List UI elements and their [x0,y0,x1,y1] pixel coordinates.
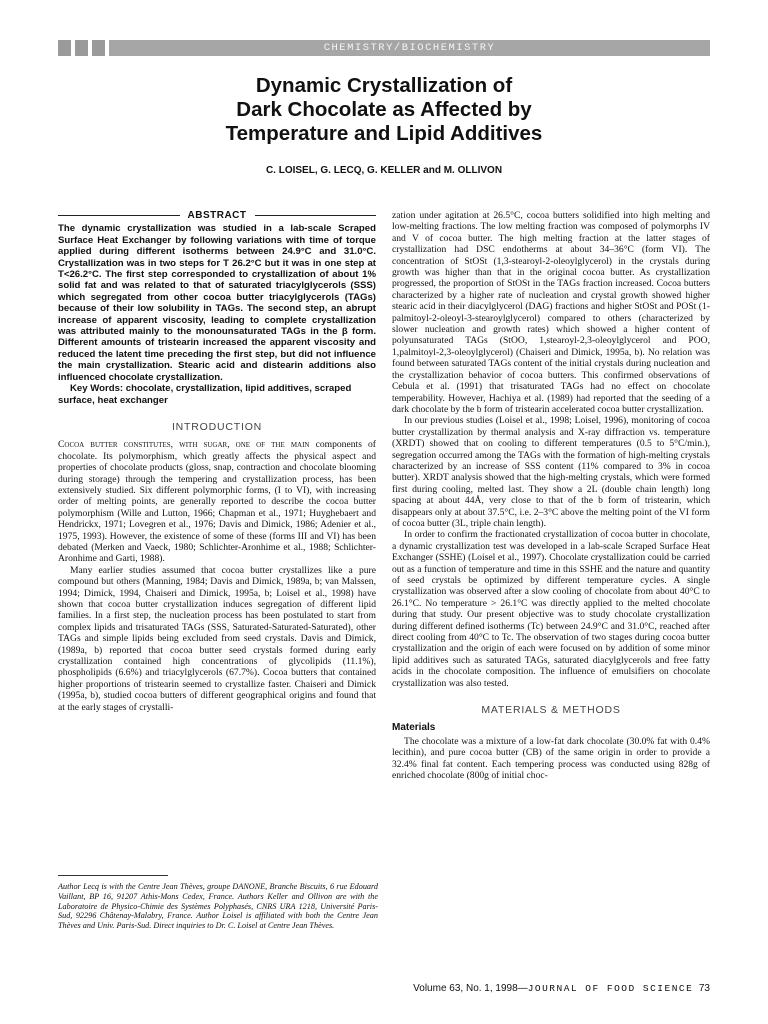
volume-info: Volume 63, No. 1, 1998— [413,983,528,994]
right-column [392,210,710,782]
materials-subheading: Materials [392,722,436,734]
heading-rule [255,215,377,216]
article-title [0,74,768,146]
page-number: 73 [698,983,710,994]
left-column [58,210,376,713]
title-line: Dark Chocolate as Affected by [236,98,532,121]
banner-block [75,40,88,56]
title-line: Temperature and Lipid Additives [225,122,543,145]
page-footer [413,983,710,994]
section-label: CHEMISTRY/BIOCHEMISTRY [109,40,710,56]
methods-heading: MATERIALS & METHODS [481,704,621,717]
author-list: C. LOISEL, G. LECQ, G. KELLER and M. OLLIVON [265,165,503,176]
body-paragraph: In our previous studies (Loisel et al., 1998; Loisel, 1996), monitoring of cocoa butter crystallization by thermal analysis and X-ray diffraction vs. temperature (XRDT) showed that on cooling to different temperatures (0.5 to 5°C/min.), segregation occurred among the TAGs with the formation of high-melting crystals characterized by an increase of SSS content (11% compared to 3% in cocoa butter). XRDT analysis showed that the high-melting crystals, which were formed first during cooling, melted last. They show a 2L (double chain length) long spacing at about 44Å, very close to that of the b form of tristearin, which disappears only at about 37.5°C, i.e. 2–3°C above the melting point of the VI form of cocoa butter (3L, triple chain length). [392,415,710,529]
body-paragraph: zation under agitation at 26.5°C, cocoa butters solidified into high melting and low-melting fractions. The low melting fraction was composed of polymorphs IV and V of cocoa butter. The high melting fraction at the latter stages of crystallization had DSC endotherms at about 34–36°C (form VI). The concentration of StOSt (1,3-stearoyl-2-oleoylglycerol) in the crystals during growth was higher than that in the original cocoa butter. As crystallization progressed, the proportion of StOSt in the TAGs fraction increased. Cocoa butters characterized by a higher rate of nucleation and crystal growth showed higher stearic acid in their diacylglycerol (DAG) fractions and higher StOSt and POSt (1-palmitoyl-2-oleoyl-3-stearoylglycerol) compared to others (characterized by slower nucleation and growth rates) which showed a higher content of polyunsaturated TAGs (StOO, 1,stearoyl-2,3-oleoylglycerol and POO, 1,palmitoyl-2,3-oleoylglycerol) (Chaiseri and Dimick, 1995a, b). No relation was found between saturated TAGs content of the initial crystals during nucleation and the crystallization behavior of cocoa butters. This confirmed observations of Cebula et al. (1991) that trisaturated TAGs had no effect on chocolate temperability. However, Hachiya et al. (1989) had reported that the seeding of a dark chocolate by the b form of tristearin accelerated cocoa butter crystallization. [392,210,710,415]
intro-p1-text: components of chocolate. Its polymorphism, which greatly affects the physical aspect and properties of chocolate products (gloss, snap, contraction and chocolate blooming during storage) through the tempering and crystallization process, has been extensively studied. Six different polymorphic forms, (I to VI), with increasing order of melting points, are generally reported to describe the cocoa butter polymorphism (Wille and Lutton, 1966; Chapman et al., 1971; Huyghebaert and Hendrickx, 1971; Lovegren et al., 1976; Davis and Dimick, 1986; Adenier et al., 1975, 1993). However, the existence of some of these (forms III and VI) has been debated (Merken and Vaeck, 1980; Schlichter-Aronhime et al., 1988; Schlichter-Aronhime and Garti, 1988). [58,439,376,565]
heading-rule [58,215,180,216]
abstract-heading-text: ABSTRACT [187,210,247,221]
intro-lead: Cocoa butter constitutes, with sugar, one of the main [58,439,310,451]
title-line: Dynamic Crystallization of [255,74,513,97]
intro-paragraph: Many earlier studies assumed that cocoa butter crystallizes like a pure compound but others (Manning, 1984; Davis and Dimick, 1989a, b; van Malssen, 1994; Dimick, 1994, Chaiseri and Dimick, 1995a, b; Loisel et al., 1998) have shown that cocoa butter crystallization induces segregation of different lipid families. In a first step, the nucleation process has been postulated to start from complex lipids and trisaturated TAGs (SSS, Saturated-Saturated-Saturated), other TAGs and simple lipids being excluded from seed crystals. Davis and Dimick, (1989a, b) reported that cocoa butter seed crystals formed during early crystallization contained high concentrations of glycolipids (11.1%), phospholipids (6.6%) and triacylglycerols (67.7%). Cocoa butters that contained higher proportions of tristearin seemed to crystallize faster. Chaiseri and Dimick (1995a, b), studied cocoa butters of different geographical origins and found that at the early stages of crystalli- [58,564,376,713]
banner-block [58,40,71,56]
materials-paragraph: The chocolate was a mixture of a low-fat dark chocolate (30.0% fat with 0.4% lecithin), and pure cocoa butter (CB) of the same origin in order to provide a 32.4% final fat content. Each tempering process was conducted using 828g of enriched chocolate (800g of initial choc- [392,735,710,782]
footnote-rule [58,875,168,876]
abstract-heading [58,210,376,221]
journal-name: JOURNAL OF FOOD SCIENCE [527,983,694,994]
body-paragraph: In order to confirm the fractionated crystallization of cocoa butter in chocolate, a dynamic crystallization test was developed in a lab-scale Scraped Surface Heat Exchanger (SSHE) (Loisel et al., 1997). Chocolate crystallization could be carried out as a function of temperature and time in this SSHE and the nature and quantity of seed crystals be optimized by different temperature cycles. A single crystallization was observed after a slow cooling of chocolate from about 40°C to 26.1°C. No temperature > 26.1°C was directly applied to the melted chocolate during that study. Our present objective was to study chocolate crystallization during different defined isotherms (Tc) between 24.9°C and 31.0°C, reached after direct cooling from 40°C to Tc. The observation of two stages during cocoa butter crystallization and the origin of each were focused on by addition of some minor lipid additives such as saturated TAGs, saturated diacylglycerols and free fatty acids in the chocolate composition. The influence of emulsifiers on chocolate crystallization was also tested. [392,529,710,689]
abstract-text: The dynamic crystallization was studied in a lab-scale Scraped Surface Heat Exchanger by following variations with time of torque applied during different isotherms between 24.9°C and 31.0°C. Crystallization was in two steps for T 26.2°C but it was in one step at T<26.2°C. The first step corresponded to crystallization of about 1% solid fat and was related to that of saturated triacylglycerols (SSS) which segregated from other cocoa butter triacylglycerols (TAGs) because of their low solubility in TAGs. The second step, an abrupt increase of apparent viscosity, leading to complete crystallization was attributed mainly to the monounsaturated TAGs in the β form. Different amounts of tristearin increased the apparent viscosity and reduced the latent time preceding the first step, but did not influence the main crystallization. Stearic acid and distearin additions also influenced chocolate crystallization. [58,223,376,383]
section-banner [58,40,710,56]
keywords: Key Words: chocolate, crystallization, lipid additives, scraped surface, heat exchanger [58,383,352,406]
author-footnote: Author Lecq is with the Centre Jean Thèves, groupe DANONE, Branche Biscuits, 6 rue Edouard Vaillant, BP 16, 91207 Athis-Mons Cedex, France. Authors Keller and Ollivon are with the Laboratoire de Physico-Chimie des Systèmes Polyphasés, CNRS URA 1218, Université Paris-Sud, 92296 Châtenay-Malabry, France. Author Loisel is affiliated with both the Centre Jean Thèves and Univ. Paris-Sud. Direct inquiries to Dr. C. Loisel at Centre Jean Thèves. [58,882,378,931]
banner-block [92,40,105,56]
introduction-heading: INTRODUCTION [171,420,263,433]
intro-paragraph [58,439,376,564]
